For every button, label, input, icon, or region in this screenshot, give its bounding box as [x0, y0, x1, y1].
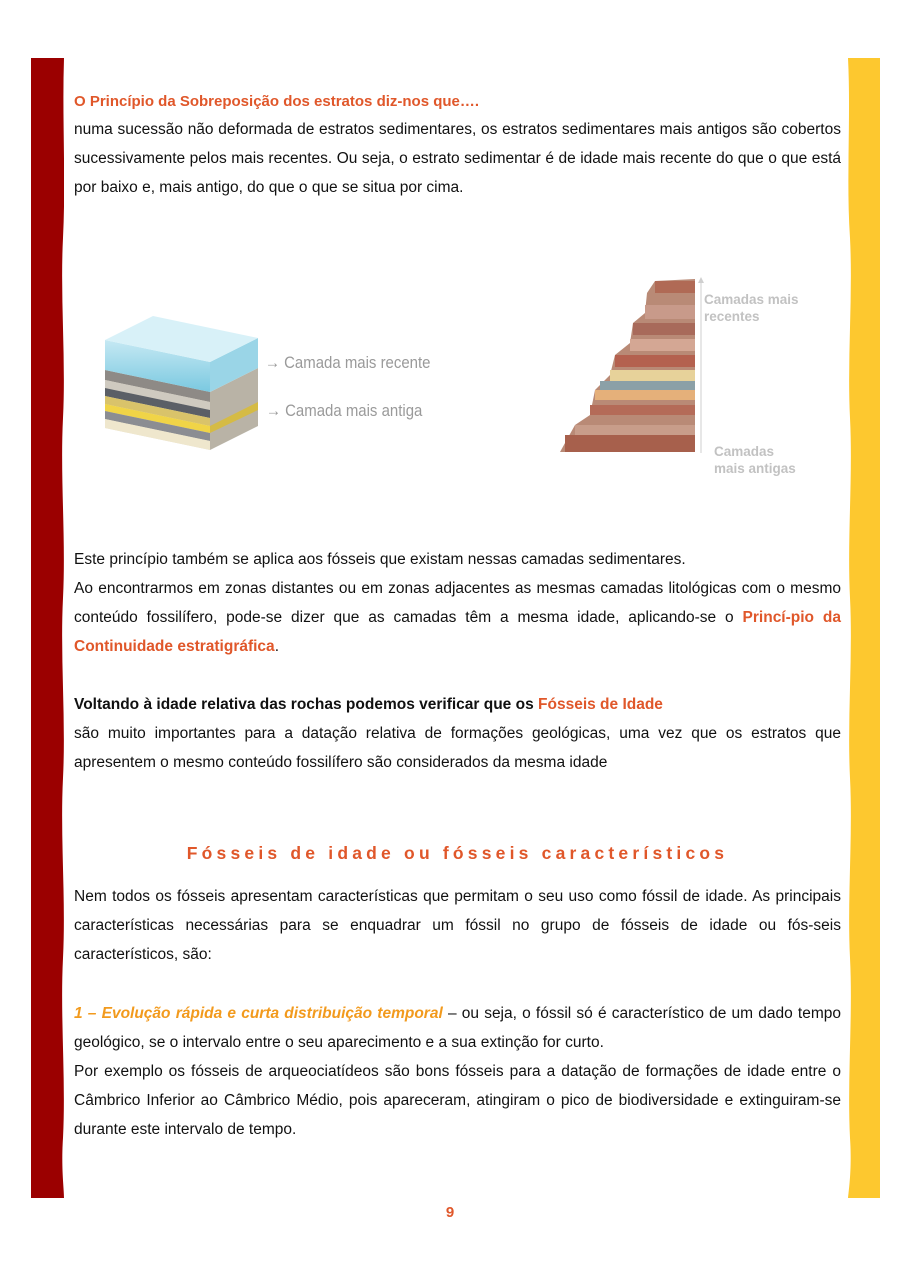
page-content [74, 92, 841, 202]
continuity-principle-term: Princí-pio da Continuidade estratigráfica [74, 609, 841, 655]
lower-content [74, 545, 841, 1144]
archaeocyath-example: Por exemplo os fósseis de arqueociatídeos são bons fósseis para a datação de formações de idade entre o Câmbrico Inferior ao Câmbrico Médio, pois apareceram, atingiram o pico de biodiversidade e extinguiram-se durante este intervalo de tempo. [74, 1063, 841, 1138]
section-title-superposition: O Princípio da Sobreposição dos estratos diz-nos que…. [74, 93, 480, 110]
principle-applies-line: Este princípio também se aplica aos fósseis que existam nessas camadas sedimentares. [74, 551, 686, 568]
label-oldest-layer: → Camada mais antiga [266, 401, 423, 420]
item-1-title: 1 – Evolução rápida e curta distribuição temporal [74, 1005, 443, 1022]
strata-figures [90, 255, 820, 495]
age-fossils-term: Fósseis de Idade [538, 696, 663, 713]
label-older-layers: Camadas mais antigas [714, 444, 796, 476]
section-heading-age-fossils: Fósseis de idade ou fósseis característicos [186, 843, 729, 863]
arrow-right-icon: → [265, 353, 280, 372]
left-border-bar [31, 58, 64, 1198]
relative-age-lead: Voltando à idade relativa das rochas podemos verificar que os Fósseis de Idade [74, 696, 663, 713]
superposition-paragraph: numa sucessão não deformada de estratos sedimentares, os estratos sedimentares mais antigos são cobertos sucessivamente pelos mais recentes. Ou seja, o estrato sedimentar é de idade mais recente do que o que está por baixo e, mais antigo, do que o que se situa por cima. [74, 121, 841, 196]
page-number: 9 [445, 1204, 455, 1221]
label-newer-layers: Camadas mais recentes [704, 292, 799, 324]
right-border-bar [848, 58, 880, 1198]
age-fossils-paragraph: são muito importantes para a datação relativa de formações geológicas, uma vez que os estratos que apresentem o mesmo conteúdo fossilífero são considerados da mesma idade [74, 725, 841, 771]
strata-block-diagram [90, 310, 270, 460]
continuity-paragraph: Ao encontrarmos em zonas distantes ou em zonas adjacentes as mesmas camadas litológicas com o mesmo conteúdo fossilífero, pode-se dizer que as camadas têm a mesma idade, aplicando-se o Princí-pio da Continuidade estratigráfica. [74, 580, 841, 655]
characteristic-item-1: 1 – Evolução rápida e curta distribuição temporal – ou seja, o fóssil só é característico de um dado tempo geológico, se o intervalo entre o seu aparecimento e a sua extinção for curto. [74, 1005, 841, 1051]
age-fossils-intro: Nem todos os fósseis apresentam características que permitam o seu uso como fóssil de idade. As principais características necessárias para se enquadrar um fóssil no grupo de fósseis de idade ou fós-seis característicos, são: [74, 888, 841, 963]
stepped-strata-cliff [555, 275, 725, 455]
label-newest-layer: → Camada mais recente [265, 353, 431, 372]
arrow-right-icon: → [266, 401, 281, 420]
